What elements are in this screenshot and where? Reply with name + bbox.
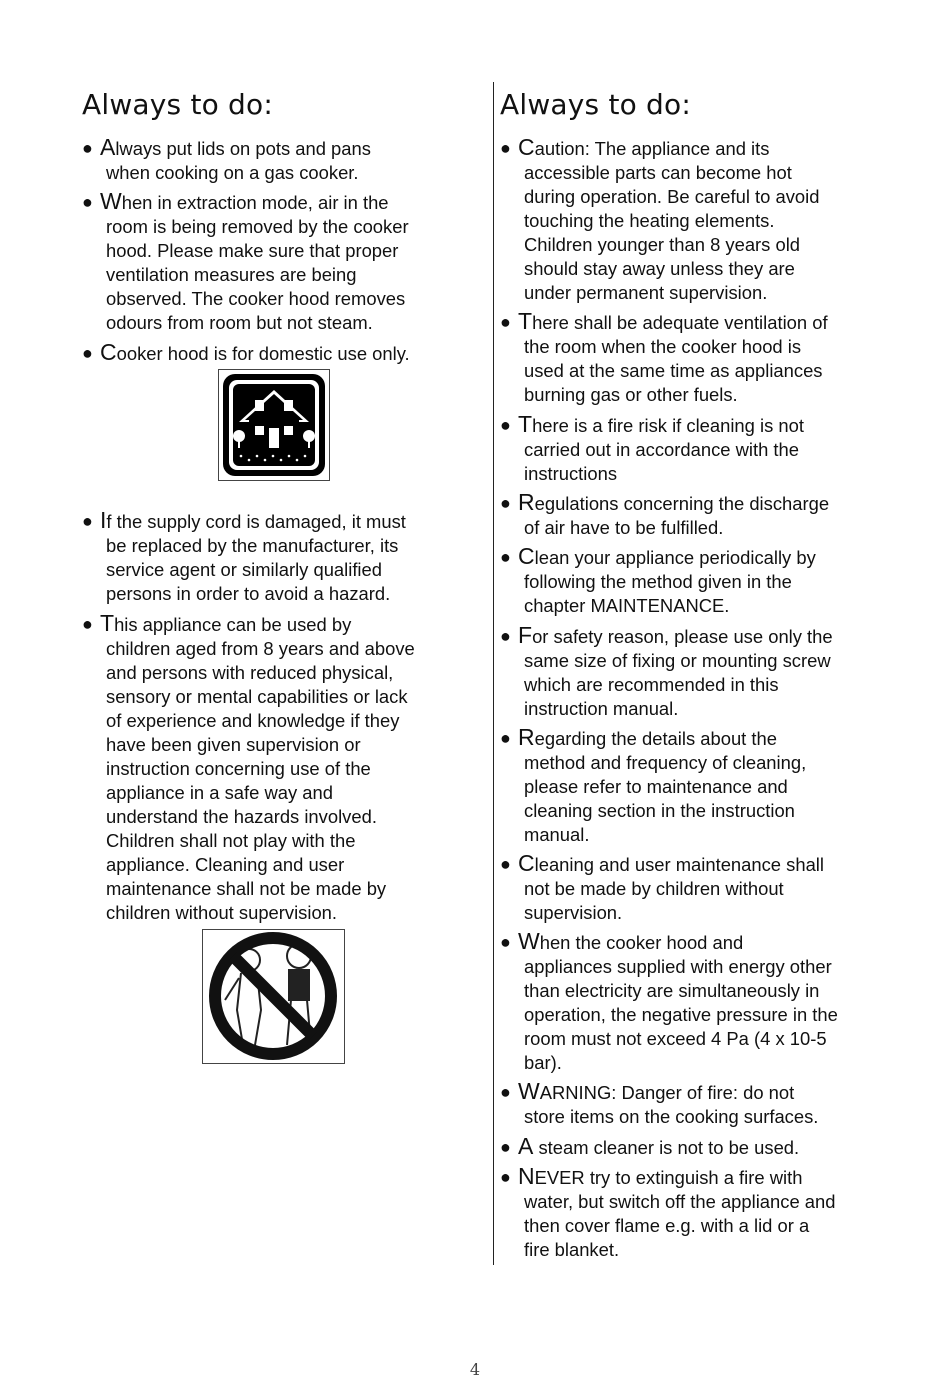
list-item-line: room is being removed by the cooker (106, 216, 409, 237)
drop-letter: W (100, 188, 122, 214)
list-item-line: the room when the cooker hood is (524, 336, 802, 357)
drop-letter: T (518, 411, 533, 437)
list-item (82, 136, 371, 185)
list-item (500, 852, 824, 925)
drop-letter: C (518, 850, 535, 876)
list-item-line: then cover flame e.g. with a lid or a (524, 1215, 810, 1236)
list-item-first-line (518, 1080, 818, 1105)
bullet-icon: ● (82, 511, 93, 531)
list-item-first-line (100, 190, 409, 215)
list-item-line: Children shall not play with the (106, 830, 356, 851)
bullet-icon: ● (500, 1137, 511, 1157)
list-item-line: not be made by children without (524, 878, 784, 899)
list-item-row (500, 545, 816, 570)
list-item-row (82, 190, 409, 215)
list-item-row (82, 341, 410, 366)
first-line-text: lean your appliance periodically by (534, 547, 816, 568)
list-item-first-line (518, 491, 829, 516)
column-divider (493, 82, 494, 1265)
list-item-line: and persons with reduced physical, (106, 662, 394, 683)
list-item-line: supervision. (524, 902, 623, 923)
list-item-line: cleaning section in the instruction (524, 800, 795, 821)
drop-letter: R (518, 489, 535, 515)
bullet-icon: ● (82, 343, 93, 363)
bullet-icon: ● (500, 1082, 511, 1102)
bullet-icon: ● (500, 626, 511, 646)
bullet-icon: ● (500, 854, 511, 874)
list-item-line: than electricity are simultaneously in (524, 980, 820, 1001)
first-line-text: egarding the details about the (534, 728, 777, 749)
list-item-line: appliance. Cleaning and user (106, 854, 345, 875)
list-item (500, 136, 819, 305)
list-item-first-line (518, 413, 804, 438)
list-item-row (500, 310, 828, 335)
list-item-line: appliance in a safe way and (106, 782, 333, 803)
bullet-icon: ● (500, 493, 511, 513)
first-line-text: aution: The appliance and its (534, 138, 770, 159)
list-item-line: Children younger than 8 years old (524, 234, 801, 255)
drop-letter: T (100, 610, 115, 636)
list-item (82, 612, 415, 925)
list-item-line: children without supervision. (106, 902, 338, 923)
list-item-line: instruction concerning use of the (106, 758, 371, 779)
list-item (500, 310, 828, 407)
list-item-first-line (518, 310, 828, 335)
drop-letter: I (100, 507, 107, 533)
list-item (500, 1135, 799, 1160)
bullet-icon: ● (500, 415, 511, 435)
list-item-line: have been given supervision or (106, 734, 361, 755)
list-item-line: understand the hazards involved. (106, 806, 377, 827)
drop-letter: F (518, 622, 533, 648)
list-item-row (500, 624, 833, 649)
list-item-line: hood. Please make sure that proper (106, 240, 399, 261)
list-item-row (82, 136, 371, 161)
list-item-line: fire blanket. (524, 1239, 620, 1260)
list-item-row (82, 509, 406, 534)
drop-letter: W (518, 1078, 540, 1104)
list-item-line: during operation. Be careful to avoid (524, 186, 820, 207)
bullet-icon: ● (500, 932, 511, 952)
list-item-first-line (100, 136, 371, 161)
list-item (500, 624, 833, 721)
list-item-first-line (518, 726, 806, 751)
bullet-icon: ● (500, 728, 511, 748)
list-item (500, 491, 829, 540)
first-line-text: hen the cooker hood and (539, 932, 744, 953)
first-line-text: ooker hood is for domestic use only. (116, 343, 410, 364)
drop-letter: W (518, 928, 540, 954)
list-item-row (500, 1080, 818, 1105)
first-line-text: lways put lids on pots and pans (115, 138, 371, 159)
list-item (82, 190, 409, 335)
list-item-line: same size of fixing or mounting screw (524, 650, 831, 671)
first-line-text: f the supply cord is damaged, it must (106, 511, 406, 532)
list-item-first-line (518, 1135, 799, 1160)
list-item-line: burning gas or other fuels. (524, 384, 738, 405)
first-line-text: steam cleaner is not to be used. (533, 1137, 800, 1158)
list-item-line: following the method given in the (524, 571, 792, 592)
list-item (82, 509, 406, 606)
first-line-text: leaning and user maintenance shall (534, 854, 824, 875)
bullet-icon: ● (82, 138, 93, 158)
first-line-text: here shall be adequate ventilation of (532, 312, 828, 333)
first-line-text: egulations concerning the discharge (534, 493, 830, 514)
list-item (500, 1080, 818, 1129)
list-item-line: sensory or mental capabilities or lack (106, 686, 408, 707)
list-item-row (500, 1135, 799, 1160)
list-item-line: appliances supplied with energy other (524, 956, 832, 977)
list-item-row (500, 930, 838, 955)
list-item-line: touching the heating elements. (524, 210, 775, 231)
drop-letter: C (518, 134, 535, 160)
list-item-line: be replaced by the manufacturer, its (106, 535, 399, 556)
drop-letter: A (518, 1133, 534, 1159)
first-line-text: hen in extraction mode, air in the (121, 192, 389, 213)
list-item-line: odours from room but not steam. (106, 312, 373, 333)
first-line-text: ARNING: Danger of fire: do not (539, 1082, 795, 1103)
list-item-line: manual. (524, 824, 590, 845)
list-item-row (500, 726, 806, 751)
list-item-line: instruction manual. (524, 698, 679, 719)
list-item (500, 726, 806, 847)
list-item (500, 930, 838, 1075)
first-line-text: EVER try to extinguish a fire with (534, 1167, 803, 1188)
list-item-line: service agent or similarly qualified (106, 559, 382, 580)
bullet-icon: ● (500, 1167, 511, 1187)
bullet-icon: ● (82, 614, 93, 634)
drop-letter: N (518, 1163, 535, 1189)
list-item-row (500, 491, 829, 516)
list-item-first-line (100, 341, 410, 366)
list-item-row (500, 1165, 835, 1190)
drop-letter: C (100, 339, 117, 365)
list-item-line: operation, the negative pressure in the (524, 1004, 838, 1025)
list-item-first-line (518, 852, 824, 877)
list-item-first-line (518, 1165, 835, 1190)
list-item-line: which are recommended in this (524, 674, 779, 695)
list-item-line: should stay away unless they are (524, 258, 795, 279)
no-children-icon (202, 929, 345, 1064)
list-item-line: please refer to maintenance and (524, 776, 788, 797)
drop-letter: A (100, 134, 116, 160)
list-item-row (500, 852, 824, 877)
list-item-line: chapter MAINTENANCE. (524, 595, 730, 616)
left-heading: Always to do: (82, 88, 273, 121)
list-item (82, 341, 410, 366)
list-item-line: children aged from 8 years and above (106, 638, 415, 659)
list-item-line: method and frequency of cleaning, (524, 752, 807, 773)
page-number: 4 (469, 1360, 481, 1379)
list-item-line: observed. The cooker hood removes (106, 288, 406, 309)
list-item-line: bar). (524, 1052, 562, 1073)
domestic-house-icon (218, 369, 330, 481)
list-item-row (82, 612, 415, 637)
list-item-line: accessible parts can become hot (524, 162, 792, 183)
first-line-text: here is a fire risk if cleaning is not (532, 415, 804, 436)
list-item-line: ventilation measures are being (106, 264, 357, 285)
drop-letter: T (518, 308, 533, 334)
list-item-first-line (518, 136, 819, 161)
list-item-first-line (518, 930, 838, 955)
list-item-line: store items on the cooking surfaces. (524, 1106, 819, 1127)
bullet-icon: ● (500, 312, 511, 332)
list-item-line: of air have to be fulfilled. (524, 517, 724, 538)
list-item (500, 545, 816, 618)
list-item-line: used at the same time as appliances (524, 360, 823, 381)
list-item-line: room must not exceed 4 Pa (4 x 10-5 (524, 1028, 827, 1049)
list-item-first-line (518, 624, 833, 649)
list-item-first-line (518, 545, 816, 570)
list-item-line: of experience and knowledge if they (106, 710, 400, 731)
list-item-line: under permanent supervision. (524, 282, 768, 303)
list-item-line: carried out in accordance with the (524, 439, 799, 460)
first-line-text: his appliance can be used by (114, 614, 352, 635)
list-item-line: maintenance shall not be made by (106, 878, 387, 899)
right-heading: Always to do: (500, 88, 691, 121)
list-item-first-line (100, 509, 406, 534)
list-item-row (500, 136, 819, 161)
drop-letter: C (518, 543, 535, 569)
bullet-icon: ● (82, 192, 93, 212)
drop-letter: R (518, 724, 535, 750)
list-item (500, 1165, 835, 1262)
list-item-line: water, but switch off the appliance and (524, 1191, 836, 1212)
list-item-line: instructions (524, 463, 618, 484)
list-item (500, 413, 804, 486)
list-item-line: when cooking on a gas cooker. (106, 162, 359, 183)
list-item-first-line (100, 612, 415, 637)
list-item-row (500, 413, 804, 438)
first-line-text: or safety reason, please use only the (532, 626, 833, 647)
list-item-line: persons in order to avoid a hazard. (106, 583, 391, 604)
bullet-icon: ● (500, 547, 511, 567)
bullet-icon: ● (500, 138, 511, 158)
